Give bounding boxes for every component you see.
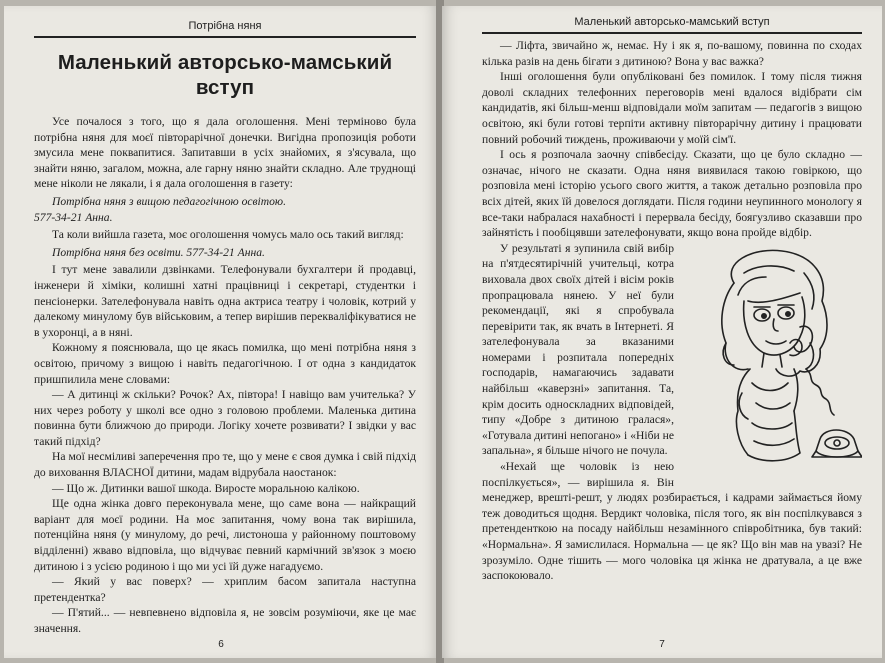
paragraph: — Ліфта, звичайно ж, немає. Ну і як я, по-вашому, повинна по сходах кілька разів на день бігати з дитиною? Вона у вас важка?	[482, 39, 862, 68]
left-page-number: 6	[218, 639, 224, 650]
paragraph: — Який у вас поверх? — хриплим басом запитала наступна претендентка?	[34, 575, 416, 604]
paragraph: У результаті я зупинила свій вибір на п'ятдесятирічній учительці, котра виховала двох своїх дітей і вісім років пропрацювала нянею. У неї були рекомендації, які я спробувала перевірити так, як вчать в Інтернеті. Я зателефонувала за вказаними номерами і розпитала попередніх господарів, намагаючись задавати найбільш «каверзні» запитання. Та, крім досить односкладних відповідей, типу «Добре з дитиною гралася», «Готувала дитині непогано» і «Ніби не запальна», я більше нічого не почула.	[482, 241, 674, 458]
paragraph: І тут мене завалили дзвінками. Телефонували бухгалтери й продавці, інженери й хіміки, колишні хатні працівниці і секретарі, студентки і пенсіонерки. Зателефонувала навіть одна актриса театру і чоловік, котрий у далекому минулому був військовим, а тепер вирішив перекваліфікуватися не в ухоронці, а в няні.	[34, 263, 416, 339]
ad-text-2: Потрібна няня без освіти. 577-34-21 Анна.	[52, 245, 265, 259]
paragraph: «Нехай ще чоловік із нею поспілкується», — вирішила я. Він менеджер, врешті-решт, у людях розбирається, і кадрами займається йому теж доводиться щодня. Вердикт чоловіка, після того, як він поспілкувався з претенденткою на посаду найбільш незамінного співробітника, був такий: «Нормальна». Я замислилася. Нормальна — це як? Що він мав на увазі? Не зрозуміло. Одне тішить — мого чоловіка ця жінка не дратувала, а це вже заспокоювало.	[482, 460, 862, 583]
chapter-title-line1: Маленький авторсько-мамський	[57, 51, 393, 74]
ad-text-1-line1: Потрібна няня з вищою педагогічною освітою.	[52, 194, 287, 208]
chapter-title	[34, 50, 416, 100]
ad-text-1	[34, 194, 416, 225]
chapter-title-line2: вступ	[195, 76, 255, 99]
paragraph: Ще одна жінка довго переконувала мене, що саме вона — найкращий варіант для моєї родини. На моє запитання, чому вона так вирішила, потенційна няня (у минулому, до речі, листоноша у районному поштовому відділенні) жваво відповіла, що відчуває певний кармічний зв'язок з моєю дитиною і з усією родиною і що ми усі їй дуже нагадуємо.	[34, 497, 416, 573]
left-running-head: Потрібна няня	[34, 6, 416, 38]
woman-on-phone-illustration	[682, 243, 862, 475]
woman-on-phone-drawing	[682, 243, 862, 475]
right-page	[442, 6, 882, 658]
right-page-number: 7	[659, 639, 665, 650]
paragraph: Кожному я пояснювала, що це якась помилка, що мені потрібна няня з освітою, причому з вищою і навіть педагогічною. І от одна з кандидаток пришпилила мене словами:	[34, 341, 416, 386]
paragraph: — А дитинці ж скільки? Рочок? Ах, півтора! І навіщо вам учителька? У них через роботу у школі все одно з головою проблеми. Маленька дитина повинна бути ближчою до природи. Логіку хочете розвивати? І звідки у вас такий підхід?	[34, 388, 416, 448]
paragraph: Інші оголошення були опубліковані без помилок. І тому після тижня доволі складних телефонних переговорів мені вдалося відібрати сім кандидатів, які більш-менш відповідали моїм запитам — педагогів з вищою освітою, які були готові терпіти активну півторарічну дитину і працювати повний робочий тиждень, проживаючи у моїй сім'ї.	[482, 70, 862, 146]
left-page	[4, 6, 438, 658]
paragraph: — Що ж. Дитинки вашої шкода. Виросте моральною калікою.	[52, 481, 360, 495]
paragraph: На мої несміливі заперечення про те, що у мене є своя думка і свій підхід до виховання ВЛАСНОЇ дитини, мадам відрубала наостанок:	[34, 450, 416, 480]
paragraph: Усе почалося з того, що я дала оголошення. Мені терміново була потрібна няня для моєї півторарічної донечки. Вигідна пропозиція роботи змусила мене поквапитися. Запитавши в усіх знайомих, я з'ясувала, що знайти няню, загалом, можна, але гарну няню знайти складно. Але труднощі мене ніколи не лякали, і я дала оголошення в газету:	[34, 115, 416, 191]
paragraph: — П'ятий... — невпевнено відповіла я, не зовсім розуміючи, яке це має значення.	[34, 606, 416, 635]
paragraph: І ось я розпочала заочну співбесіду. Сказати, що це було складно — означає, нічого не сказати. Одна няня виявилася такою говіркою, що розповіла мені історію усього свого життя, а також детально розповіла про всіх дітей, яких їй довелося доглядати. Після години неупинного монологу я все-таки набралася нахабності і перервала бесіду, боягузливо сказавши про зайнятість і пообіцявши зателефонувати, якщо вона пройде відбір.	[482, 148, 862, 240]
ad-text-1-line2: 577-34-21 Анна.	[34, 210, 113, 224]
right-running-head: Маленький авторсько-мамський вступ	[482, 6, 862, 34]
paragraph: Та коли вийшла газета, моє оголошення чомусь мало ось такий вигляд:	[52, 228, 404, 242]
